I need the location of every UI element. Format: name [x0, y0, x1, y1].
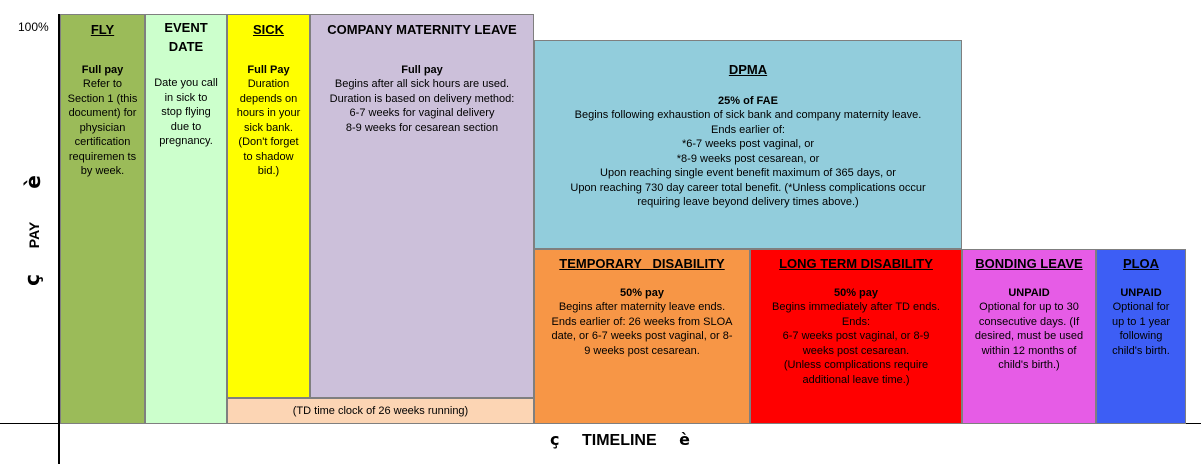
y-axis-top-label: 100%: [18, 20, 49, 34]
long-term-disability-title: LONG TERM DISABILITY: [779, 256, 933, 271]
td-clock-text: (TD time clock of 26 weeks running): [292, 405, 469, 417]
fly-text: Refer to Section 1 (this document) for physician certification requiremen ts by week.: [67, 78, 138, 177]
long-term-disability-line: (Unless complications require: [783, 359, 929, 371]
td-clock-bar: [227, 398, 534, 424]
company-maternity-pay: Full pay: [401, 63, 443, 76]
left-arrow-icon: ç: [550, 430, 560, 449]
dpma-line: *8-9 weeks post cesarean, or: [676, 152, 820, 165]
temporary-disability-text: Begins after maternity leave ends. Ends earlier of: 26 weeks from SLOA date, or 6-7 weeks post vaginal, or 8-9 weeks post cesarean.: [551, 301, 733, 357]
bonding-leave-text: Optional for up to 30 consecutive days. (If desired, must be used within 12 months of child's birth.): [974, 301, 1084, 371]
sick-note: (Don't forget to shadow bid.): [238, 136, 299, 177]
timeline-axis: [520, 430, 720, 458]
fly-title: FLY: [90, 22, 115, 37]
event-date-block: [145, 14, 227, 424]
ploa-title: PLOA: [1122, 256, 1160, 271]
long-term-disability-block: [750, 249, 962, 424]
y-axis-down-arrow-icon: ç: [19, 274, 44, 286]
dpma-line: Begins following exhaustion of sick bank and company maternity leave.: [574, 109, 922, 121]
long-term-disability-line: additional leave time.): [802, 373, 910, 386]
ploa-pay: UNPAID: [1120, 286, 1162, 299]
dpma-line: Upon reaching 730 day career total benefit. (*Unless complications occur: [570, 181, 926, 194]
dpma-block: [534, 40, 962, 249]
bonding-leave-title: BONDING LEAVE: [975, 256, 1083, 271]
sick-text: Duration depends on hours in your sick bank.: [236, 78, 301, 134]
fly-phase-block: [60, 14, 145, 424]
fly-pay: Full pay: [81, 63, 124, 76]
long-term-disability-line: 6-7 weeks post vaginal, or 8-9: [782, 330, 930, 342]
timeline-label: TIMELINE: [581, 432, 657, 449]
long-term-disability-line: Begins immediately after TD ends.: [772, 301, 940, 313]
y-axis-pay-label: PAY: [26, 221, 42, 249]
sick-phase-block: [227, 14, 310, 398]
long-term-disability-line: weeks post cesarean.: [802, 344, 910, 357]
temporary-disability-block: [534, 249, 750, 424]
y-axis-up-arrow-icon: è: [20, 175, 45, 189]
ploa-text: Optional for up to 1 year following child's birth.: [1111, 301, 1171, 357]
long-term-disability-pay: 50% pay: [833, 286, 879, 299]
dpma-line: Upon reaching single event benefit maximum of 365 days, or: [600, 167, 896, 179]
company-maternity-line: Begins after all sick hours are used.: [334, 78, 510, 90]
event-date-text: Date you call in sick to stop flying due to pregnancy.: [154, 77, 218, 147]
dpma-line: Ends earlier of:: [711, 123, 785, 136]
right-arrow-icon: è: [679, 430, 690, 449]
dpma-line: requiring leave beyond delivery times above.): [637, 196, 859, 208]
ploa-block: [1096, 249, 1186, 424]
dpma-line: *6-7 weeks post vaginal, or: [681, 138, 815, 150]
bonding-leave-block: [962, 249, 1096, 424]
company-maternity-line: Duration is based on delivery method:: [329, 92, 515, 105]
dpma-pay: 25% of FAE: [718, 94, 778, 107]
temporary-disability-title: TEMPORARY DISABILITY: [559, 256, 725, 271]
sick-title: SICK: [252, 22, 285, 37]
company-maternity-line: 8-9 weeks for cesarean section: [345, 121, 499, 134]
company-maternity-line: 6-7 weeks for vaginal delivery: [349, 107, 495, 119]
temporary-disability-pay: 50% pay: [619, 286, 665, 299]
long-term-disability-line: Ends:: [841, 315, 871, 328]
sick-pay: Full Pay: [247, 63, 290, 76]
event-date-title: EVENT DATE: [164, 20, 208, 54]
company-maternity-title: COMPANY MATERNITY LEAVE: [327, 22, 517, 37]
company-maternity-block: [310, 14, 534, 398]
bonding-leave-pay: UNPAID: [1008, 286, 1050, 299]
dpma-title: DPMA: [728, 62, 768, 77]
